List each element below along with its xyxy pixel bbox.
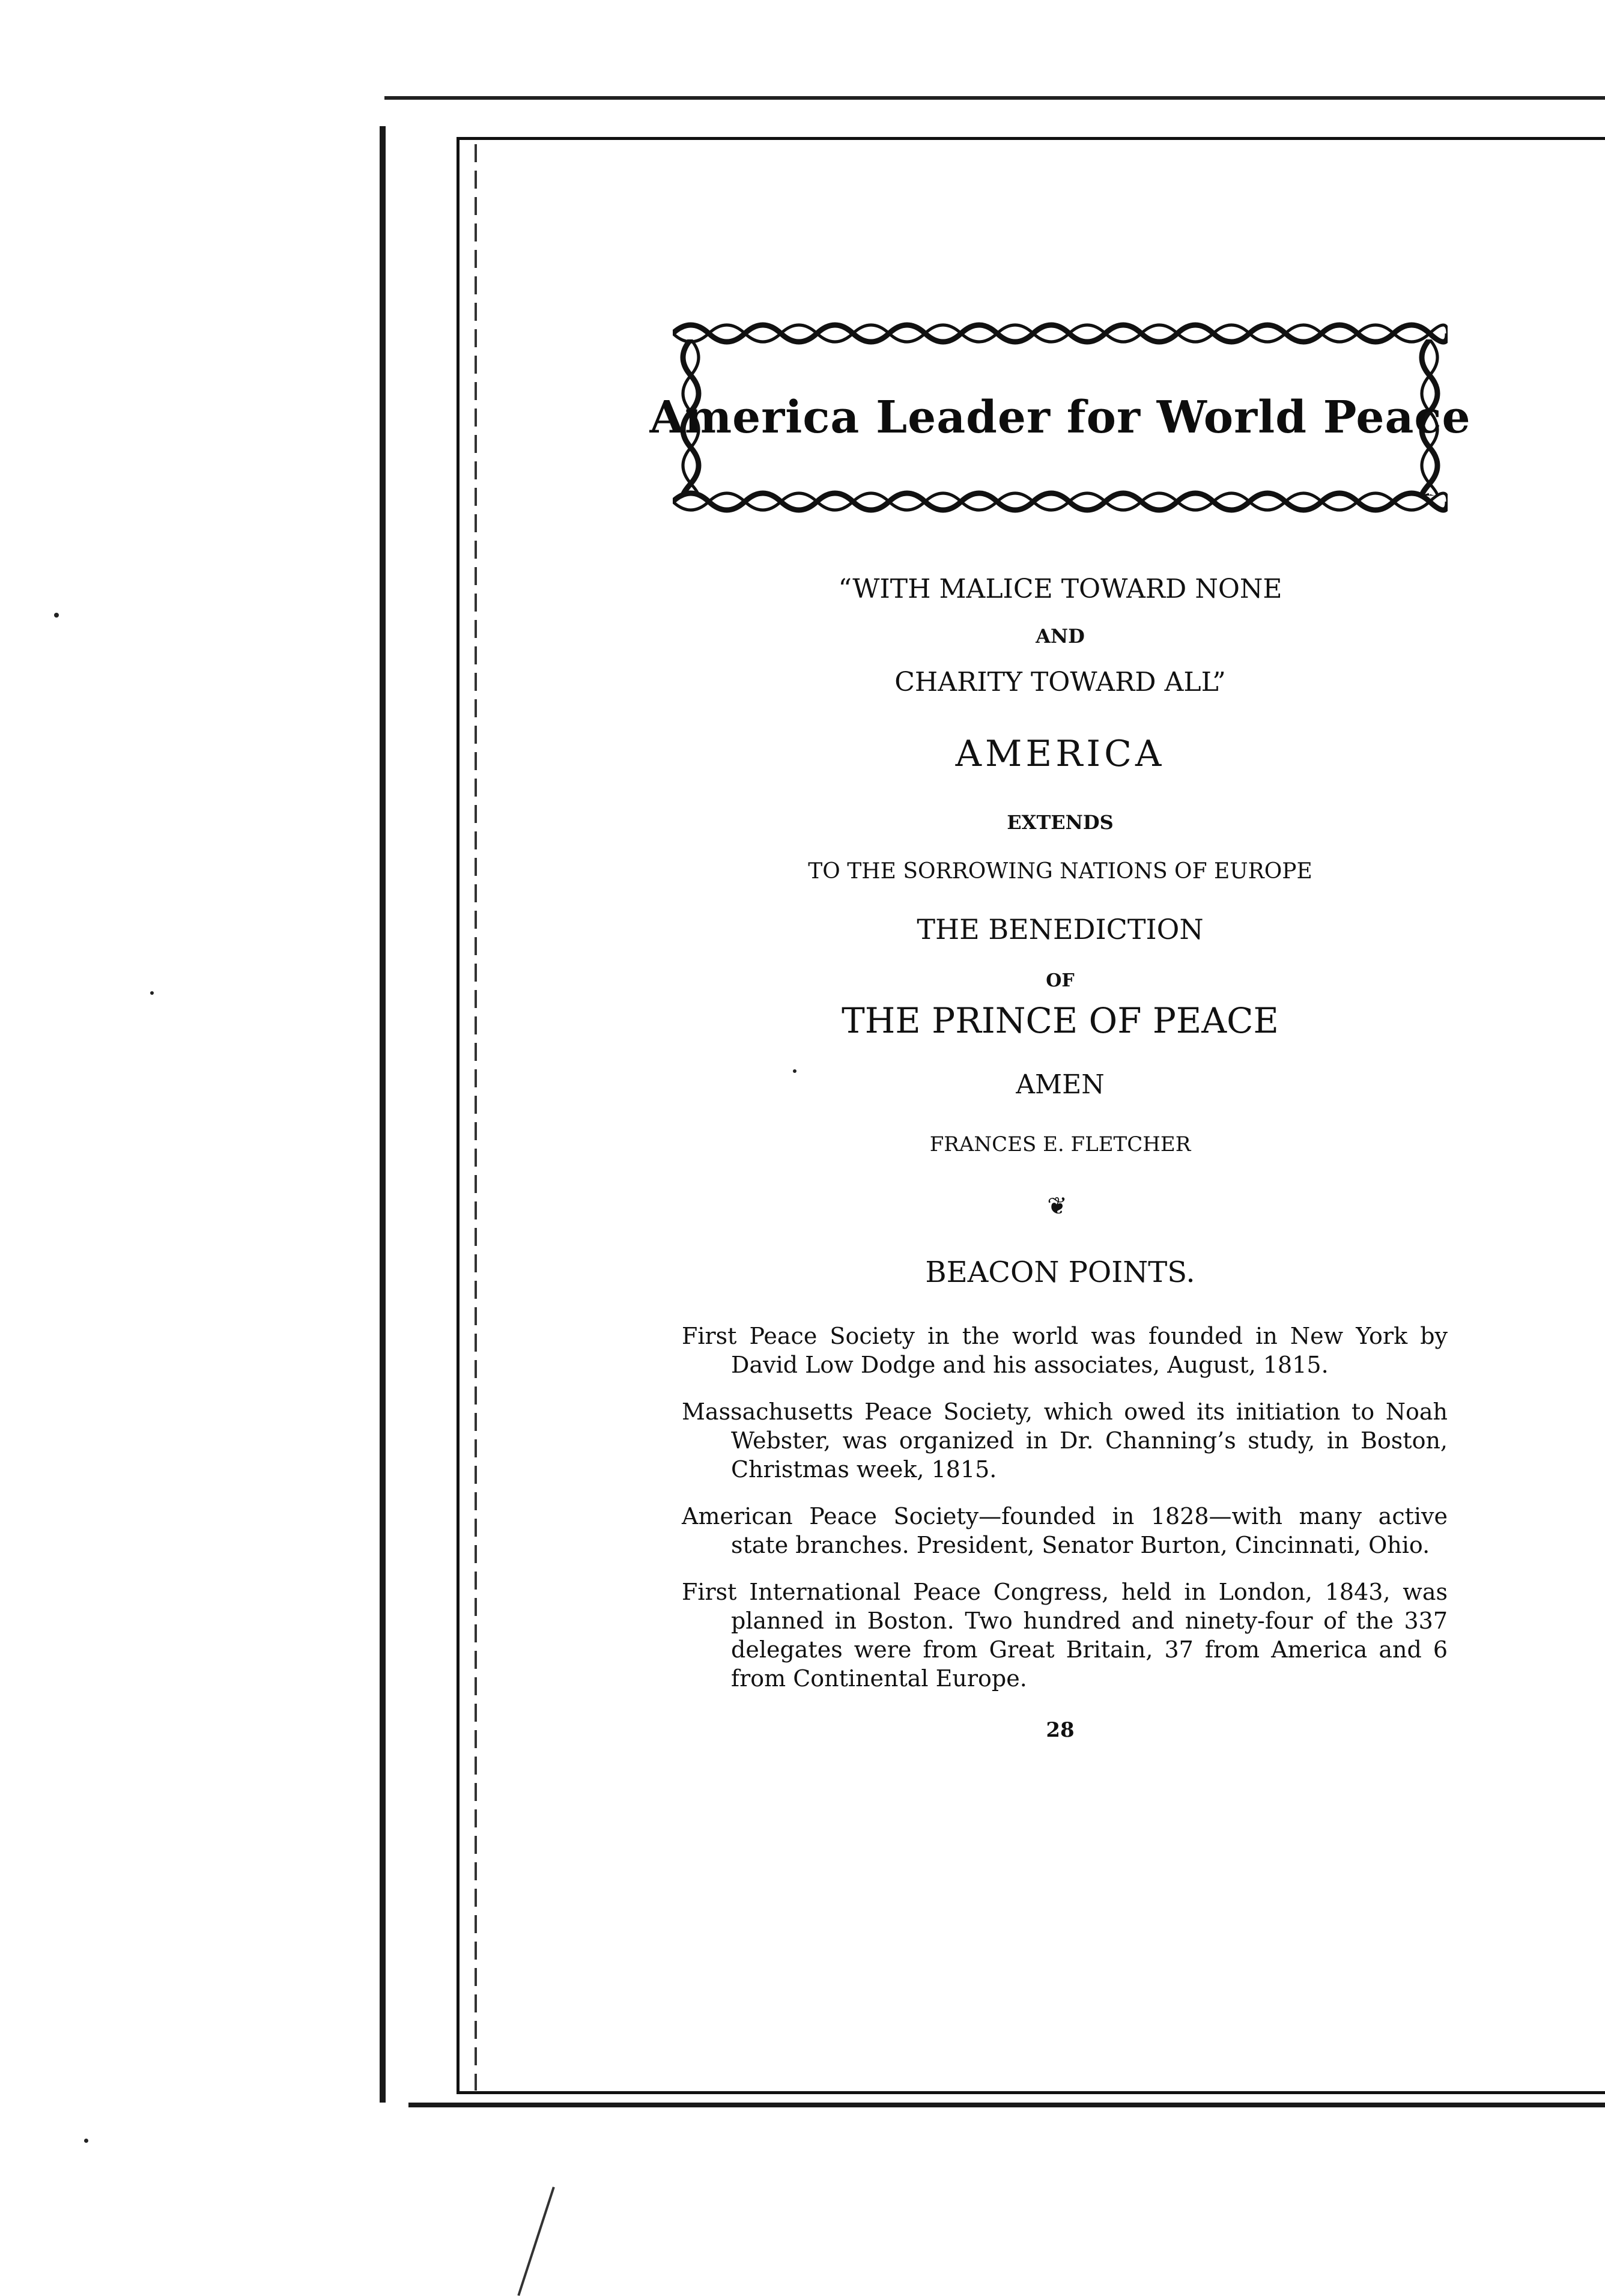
- prince-of-peace-line: THE PRINCE OF PEACE: [842, 1000, 1279, 1041]
- page-number: 28: [1046, 1718, 1075, 1742]
- leaf-ornament-icon: ❦: [1047, 1192, 1067, 1220]
- sorrowing-nations-line: TO THE SORROWING NATIONS OF EUROPE: [808, 859, 1312, 884]
- benediction-line: THE BENEDICTION: [917, 913, 1204, 946]
- america-heading: AMERICA: [955, 733, 1165, 775]
- quote-line-1: “WITH MALICE TOWARD NONE: [838, 574, 1282, 604]
- scan-top-edge: [384, 96, 1605, 100]
- beacon-point: First International Peace Congress, held in London, 1843, was planned in Boston. Two hundred and ninety-four of the 337 delegates were from Great Britain, 37 from America and 6 from Continental Europe.: [682, 1579, 1448, 1692]
- beacon-point: Massachusetts Peace Society, which owed its initiation to Noah Webster, was organized in Dr. Channing’s study, in Boston, Christmas week, 1815.: [682, 1399, 1448, 1483]
- amen-line: AMEN: [1016, 1069, 1105, 1100]
- scan-speck: [150, 991, 154, 995]
- quote-and: AND: [1036, 625, 1085, 648]
- chain-border-top-icon: [673, 315, 1448, 351]
- of-line: OF: [1046, 970, 1075, 991]
- beacon-point: First Peace Society in the world was founded in New York by David Low Dodge and his associates, August, 1815.: [682, 1323, 1448, 1378]
- binding-edge: [380, 126, 386, 2103]
- title-cartouche: [649, 315, 1471, 520]
- scan-speck: [84, 2139, 88, 2143]
- page-title: America Leader for World Peace: [649, 392, 1471, 443]
- beacon-point: American Peace Society—founded in 1828—with many active state branches. President, Senator Burton, Cincinnati, Ohio.: [682, 1503, 1448, 1558]
- scan-bottom-edge: [408, 2103, 1605, 2107]
- author-line: FRANCES E. FLETCHER: [929, 1132, 1191, 1156]
- beacon-points-heading: BEACON POINTS.: [925, 1256, 1195, 1289]
- quote-line-2: CHARITY TOWARD ALL”: [894, 667, 1226, 697]
- scan-speck: [54, 613, 59, 618]
- beacon-points-list: [682, 1322, 1448, 1711]
- pen-stroke-mark: [517, 2187, 555, 2296]
- chain-border-bottom-icon: [673, 484, 1448, 520]
- extends-line: EXTENDS: [1007, 811, 1114, 834]
